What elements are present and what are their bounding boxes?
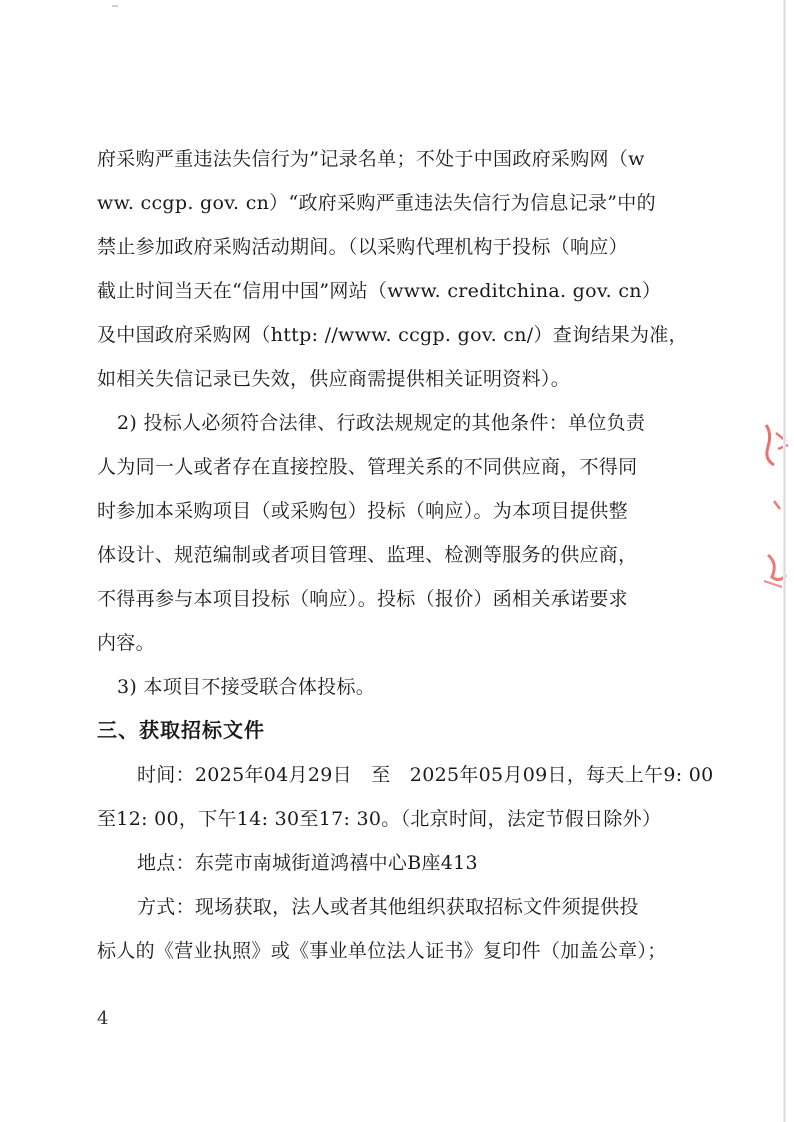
- time-line: 至12: 00，下午14: 30至17: 30。（北京时间，法定节假日除外）: [97, 808, 662, 830]
- paragraph-line: 人为同一人或者存在直接控股、管理关系的不同供应商，不得同: [97, 456, 638, 478]
- method-line: 方式：现场获取，法人或者其他组织获取招标文件须提供投: [137, 896, 639, 918]
- paragraph-line: 及中国政府采购网（http: //www. ccgp. gov. cn/）查询结果为准，: [97, 324, 688, 346]
- paragraph-line: 禁止参加政府采购活动期间。（以采购代理机构于投标（响应）: [97, 236, 628, 258]
- paragraph-line: 体设计、规范编制或者项目管理、监理、检测等服务的供应商，: [97, 544, 638, 566]
- method-line: 标人的《营业执照》或《事业单位法人证书》复印件（加盖公章）；: [97, 940, 667, 962]
- paragraph-line: 府采购严重违法失信行为”记录名单；不处于中国政府采购网（w: [97, 148, 645, 170]
- paragraph-line: 2) 投标人必须符合法律、行政法规规定的其他条件：单位负责: [117, 412, 646, 434]
- paragraph-line: 3) 本项目不接受联合体投标。: [117, 676, 376, 698]
- time-line: 时间：2025年04月29日 至 2025年05月09日，每天上午9: 00: [137, 764, 714, 786]
- paragraph-line: 截止时间当天在“信用中国”网站（www. creditchina. gov. cn）: [97, 280, 662, 302]
- page-number: 4: [97, 1008, 109, 1029]
- location-line: 地点：东莞市南城街道鸿禧中心B座413: [137, 852, 478, 874]
- red-seal-fragment: [752, 405, 792, 595]
- section-heading: 三、获取招标文件: [97, 718, 265, 742]
- page-edge: [783, 0, 786, 1122]
- paragraph-line: ww. ccgp. gov. cn）“政府采购严重违法失信行为信息记录”中的: [97, 192, 656, 214]
- paragraph-line: 如相关失信记录已失效，供应商需提供相关证明资料）。: [97, 368, 571, 390]
- paragraph-line: 不得再参与本项目投标（响应）。投标（报价）函相关承诺要求: [97, 588, 628, 610]
- paragraph-line: 时参加本采购项目（或采购包）投标（响应）。为本项目提供整: [97, 500, 628, 522]
- scan-mark: [112, 5, 118, 7]
- paragraph-line: 内容。: [97, 632, 155, 654]
